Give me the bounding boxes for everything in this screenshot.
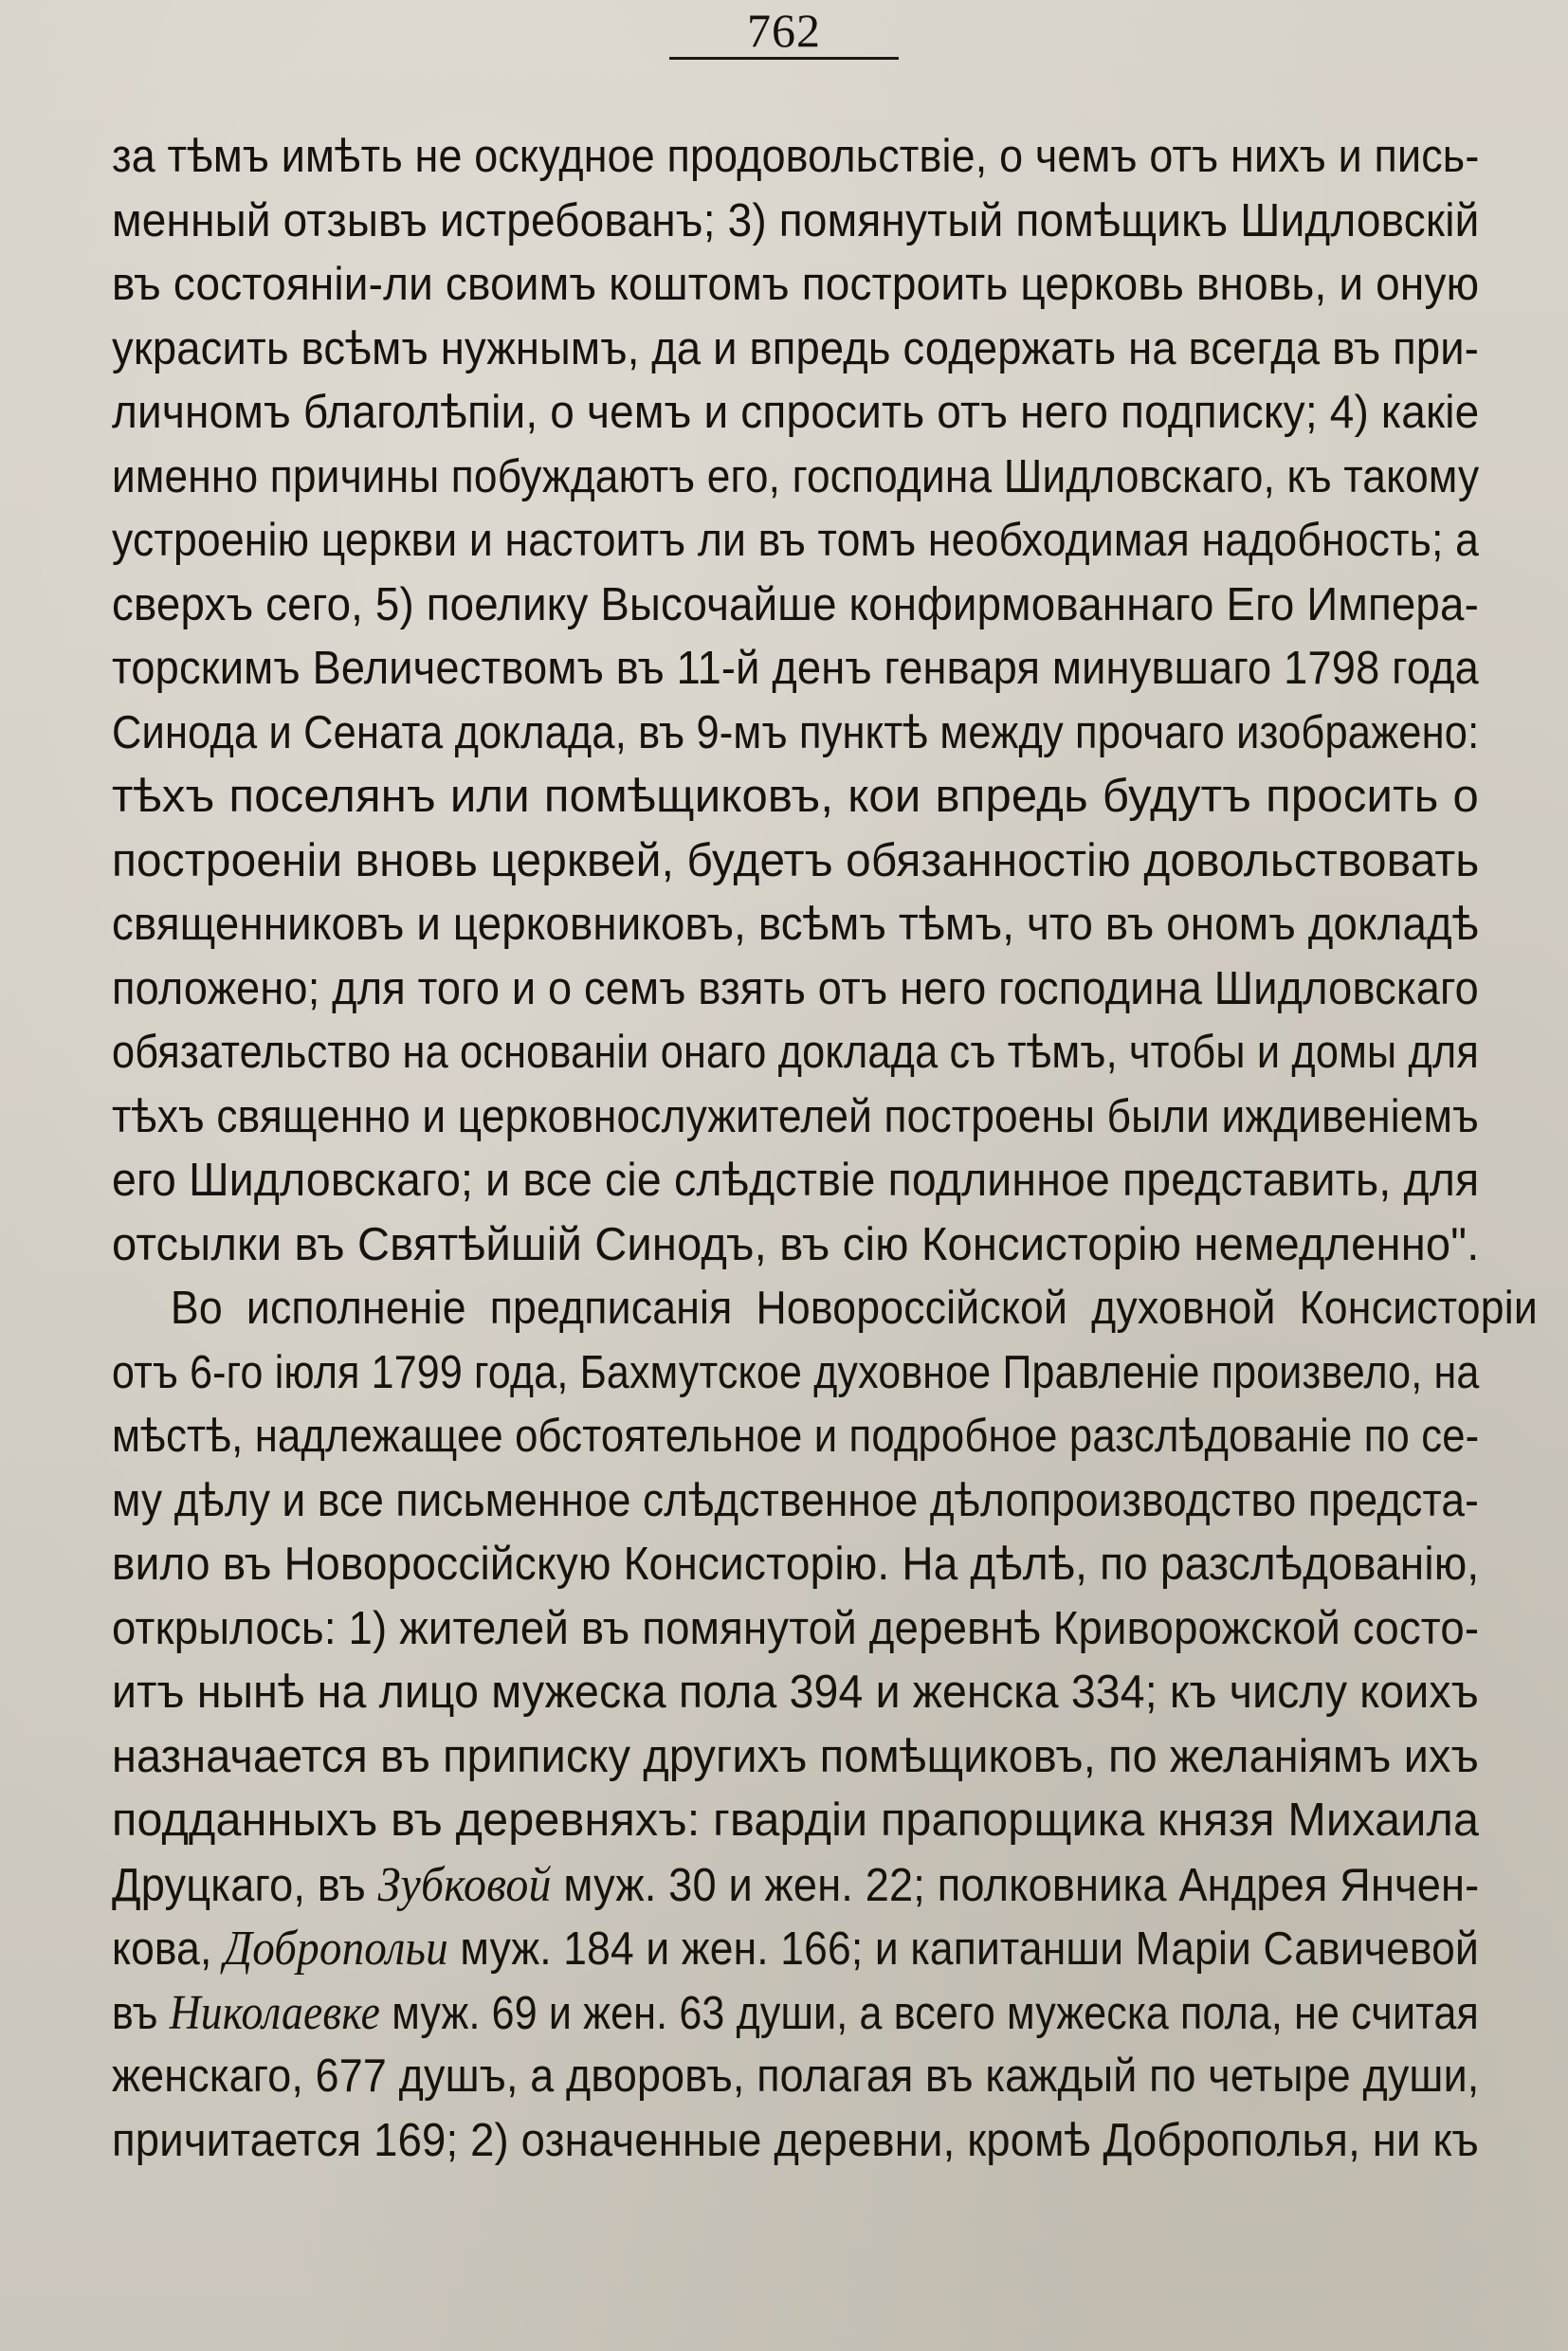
line-segment: муж. 69 и жен. 63 души, а всего мужеска пола, не считая xyxy=(380,1987,1479,2039)
text-line: мѣстѣ, надлежащее обстоятельное и подробное разслѣдованіе по се- xyxy=(112,1411,1480,1462)
text-line: положено; для того и о семъ взять отъ него господина Шидловскаго xyxy=(112,962,1479,1014)
text-line: торскимъ Величествомъ въ 11-й денъ генваря минувшаго 1798 года xyxy=(112,643,1480,694)
text-line: му дѣлу и все письменное слѣдственное дѣлопроизводство предста- xyxy=(112,1474,1480,1526)
text-line: сверхъ сего, 5) поелику Высочайше конфирмованнаго Его Импера- xyxy=(112,578,1479,630)
text-line: Синода и Сената доклада, въ 9-мъ пунктѣ между прочаго изображено: xyxy=(112,706,1480,758)
text-line: въ состояніи-ли своимъ коштомъ построить церковь вновь, и оную xyxy=(112,259,1480,310)
line-segment: кова, xyxy=(112,1923,225,1975)
text-line: обязательство на основаніи онаго доклада съ тѣмъ, чтобы и домы для xyxy=(112,1027,1479,1078)
text-line-with-italic xyxy=(112,1853,1479,1918)
text-line: тѣхъ поселянъ или помѣщиковъ, кои впредь будутъ просить о xyxy=(112,771,1479,822)
text-line: именно причины побуждаютъ его, господина Шидловскаго, къ такому xyxy=(112,450,1480,502)
text-line: за тѣмъ имѣть не оскудное продовольствіе, о чемъ отъ нихъ и пись- xyxy=(112,131,1480,182)
line-segment: муж. 184 и жен. 166; и капитанши Маріи Савичевой xyxy=(447,1923,1479,1975)
text-line: подданныхъ въ деревняхъ: гвардіи прапорщика князя Михаила xyxy=(112,1795,1480,1846)
page-number: 762 xyxy=(747,4,821,57)
line-segment: въ xyxy=(112,1987,170,2039)
italic-place-name: Добропольи xyxy=(224,1922,448,1976)
page-number-rule xyxy=(669,57,899,60)
text-line: украсить всѣмъ нужнымъ, да и впредь содержать на всегда въ при- xyxy=(112,322,1480,374)
text-line-with-italic xyxy=(112,1917,1479,1981)
text-line: устроенію церкви и настоитъ ли въ томъ необходимая надобность; а xyxy=(112,515,1480,566)
line-segment: муж. 30 и жен. 22; полковника Андрея Янчен- xyxy=(551,1859,1480,1911)
text-line: итъ нынѣ на лицо мужеска пола 394 и женска 334; къ числу коихъ xyxy=(112,1667,1479,1718)
text-line: менный отзывъ истребованъ; 3) помянутый помѣщикъ Шидловскій xyxy=(112,194,1480,246)
text-line: назначается въ приписку другихъ помѣщиковъ, по желаніямъ ихъ xyxy=(112,1730,1479,1782)
italic-place-name: Зубковой xyxy=(377,1857,552,1912)
text-line: построеніи вновь церквей, будетъ обязанностію довольствовать xyxy=(112,834,1480,886)
text-line: открылось: 1) жителей въ помянутой деревнѣ Криворожской состо- xyxy=(112,1602,1480,1654)
text-line: личномъ благолѣпіи, о чемъ и спросить отъ него подписку; 4) какіе xyxy=(112,387,1480,438)
text-body xyxy=(112,125,1538,2173)
text-line: отъ 6-го іюля 1799 года, Бахмутское духовное Правленіе произвело, на xyxy=(112,1346,1480,1398)
text-line: священниковъ и церковниковъ, всѣмъ тѣмъ, что въ ономъ докладѣ xyxy=(112,899,1479,950)
text-line: тѣхъ священно и церковнослужителей построены были иждивеніемъ xyxy=(112,1090,1479,1142)
text-line: вило въ Новороссійскую Консисторію. На дѣлѣ, по разслѣдованію, xyxy=(112,1539,1480,1590)
text-line-with-italic xyxy=(112,1981,1479,2046)
line-segment: Друцкаго, въ xyxy=(112,1859,378,1911)
paragraph-1 xyxy=(112,125,1479,1277)
text-line: Во исполненіе предписанія Новороссійской духовной Консисторіи xyxy=(170,1283,1538,1334)
text-line: женскаго, 677 душъ, а дворовъ, полагая въ каждый по четыре души, xyxy=(112,2050,1480,2102)
italic-place-name: Николаевке xyxy=(169,1985,381,2040)
text-line: причитается 169; 2) означенные деревни, кромѣ Доброполья, ни къ xyxy=(112,2114,1480,2166)
text-line: его Шидловскаго; и все сіе слѣдствіе подлинное представить, для xyxy=(112,1155,1480,1206)
paragraph-2 xyxy=(112,1277,1538,2173)
text-line: отсылки въ Святѣйшій Синодъ, въ сію Консисторію немедленно". xyxy=(112,1218,1480,1270)
